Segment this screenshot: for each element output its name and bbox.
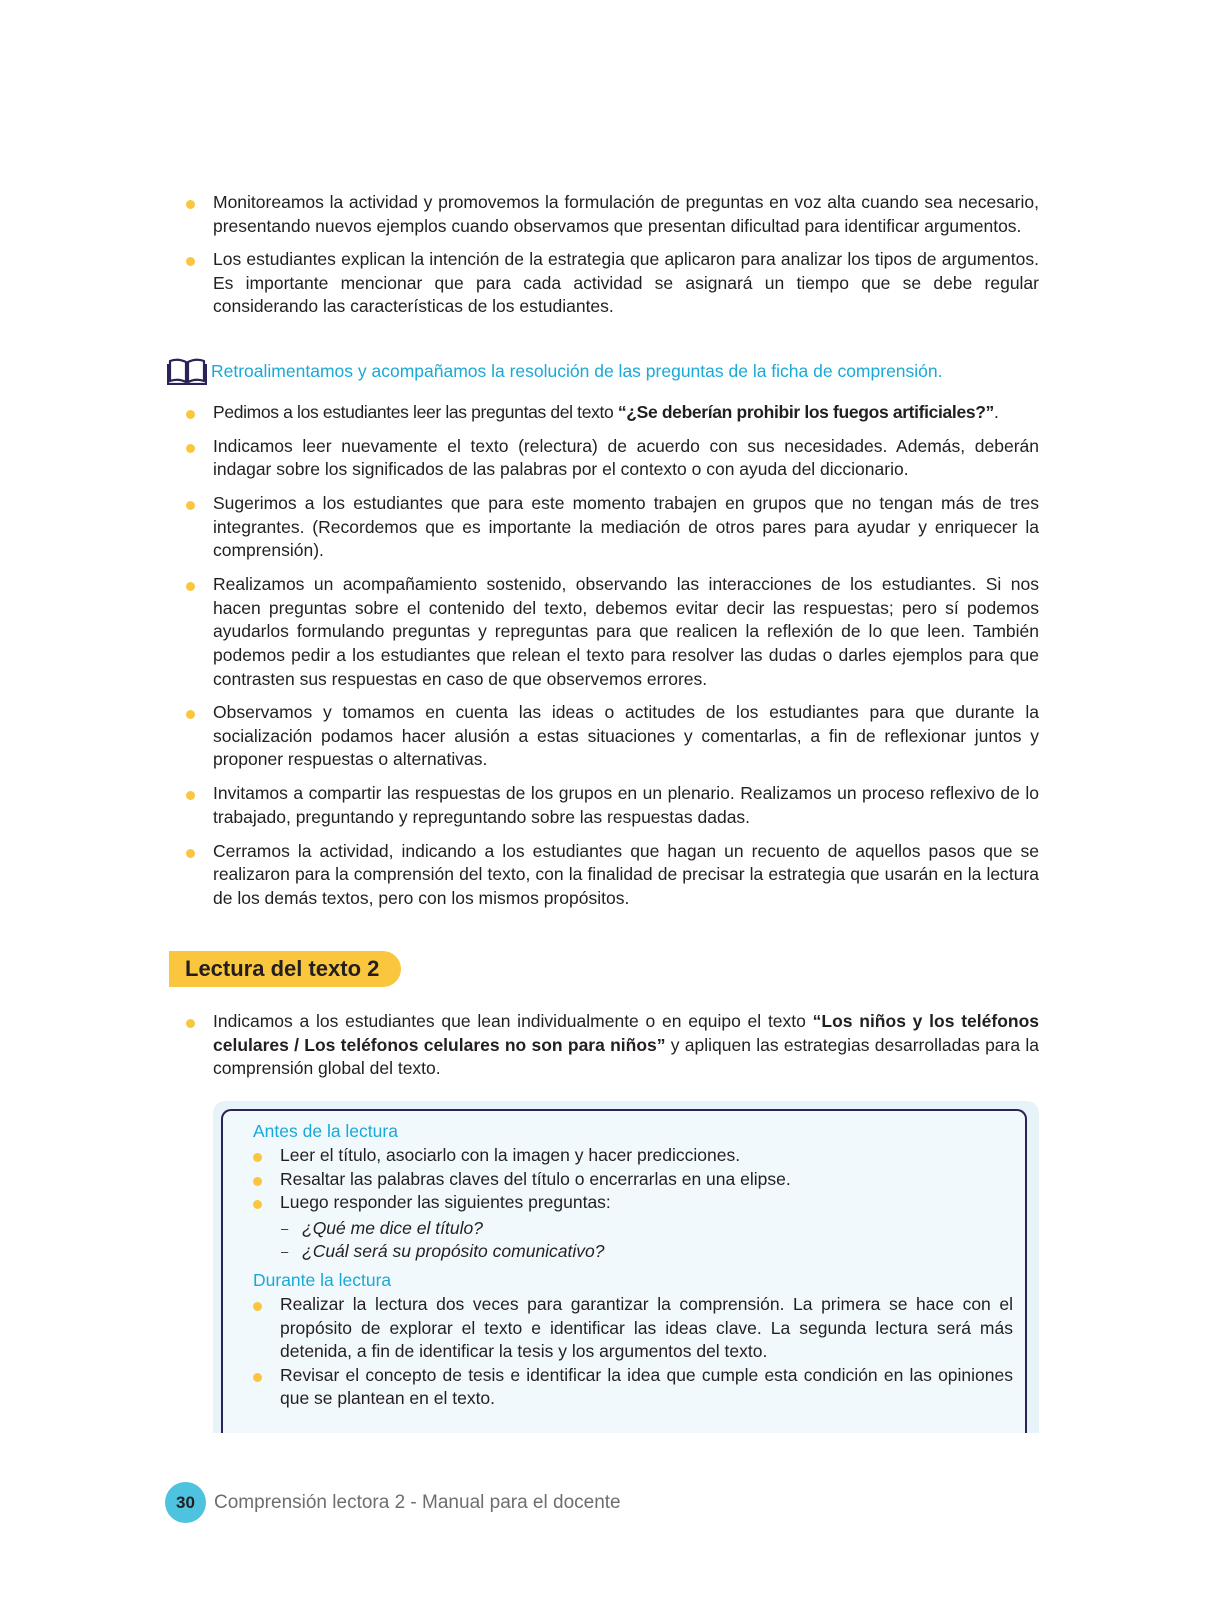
item-text-end: . — [993, 402, 999, 422]
list-item: Cerramos la actividad, indicando a los estudiantes que hagan un recuento de aquellos pasos que se realizaron para la comprensión del texto, con la finalidad de precisar la estrategia que usarán en la lectura de los demás textos, pero con los mismos propósitos. — [213, 840, 1039, 911]
item-text: Pedimos a los estudiantes leer las preguntas del texto — [213, 402, 618, 422]
list-item: Indicamos leer nuevamente el texto (relectura) de acuerdo con sus necesidades. Además, deberán indagar sobre los significados de las palabras por el contexto o con ayuda del diccionario. — [213, 435, 1039, 482]
question-item: – ¿Cuál será su propósito comunicativo? — [302, 1240, 1013, 1264]
list-item: Resaltar las palabras claves del título o encerrarlas en una elipse. — [280, 1168, 1013, 1192]
page-number-badge: 30 — [165, 1482, 206, 1523]
list-item: Leer el título, asociarlo con la imagen y hacer predicciones. — [280, 1144, 1013, 1168]
item-text-end: y apliquen las estrategias desarrolladas para la comprensión global del texto. — [213, 1034, 1039, 1079]
list-item: Monitoreamos la actividad y promovemos la formulación de preguntas en voz alta cuando sea necesario, presentando nuevos ejemplos cuando observamos que presentan dificultad para identificar argumentos. — [213, 191, 1039, 238]
reading-strategies-content — [253, 1119, 1013, 1413]
item-text: Indicamos a los estudiantes que lean individualmente o en equipo el texto — [213, 1011, 813, 1031]
before-reading-title: Antes de la lectura — [253, 1121, 398, 1141]
section-list — [213, 1010, 1039, 1081]
question-item: – ¿Qué me dice el título? — [302, 1217, 1013, 1241]
page-footer — [165, 1482, 621, 1523]
text-title-quote: “Los niños y los teléfonos celulares / Los teléfonos celulares no son para niños” — [213, 1011, 1039, 1055]
book-icon — [167, 357, 207, 385]
text-title-quote: “¿Se deberían prohibir los fuegos artificiales?” — [617, 402, 994, 422]
list-item: Revisar el concepto de tesis e identificar la idea que cumple esta condición en las opiniones que se plantean en el texto. — [280, 1364, 1013, 1411]
list-item: Invitamos a compartir las respuestas de los grupos en un plenario. Realizamos un proceso reflexivo de lo trabajado, preguntando y repreguntando sobre las respuestas dadas. — [213, 782, 1039, 829]
during-reading-list — [253, 1293, 1013, 1411]
intro-list — [213, 191, 1039, 329]
list-item — [213, 401, 1039, 425]
list-item: Observamos y tomamos en cuenta las ideas o actitudes de los estudiantes para que durante la socialización podamos hacer alusión a estas situaciones y comentarlas, a fin de reflexionar juntos y proponer respuestas o alternativas. — [213, 701, 1039, 772]
questions-list — [253, 1217, 1013, 1264]
footer-title: Comprensión lectora 2 - Manual para el docente — [214, 1491, 621, 1513]
list-item: Los estudiantes explican la intención de la estrategia que aplicaron para analizar los tipos de argumentos. Es importante mencionar que para cada actividad se asignará un tiempo que se debe regular considerando las características de los estudiantes. — [213, 248, 1039, 319]
before-reading-list — [253, 1144, 1013, 1215]
section-header — [169, 951, 401, 987]
reading-strategies-frame — [221, 1109, 1027, 1433]
feedback-list — [213, 401, 1039, 921]
list-item: Realizamos un acompañamiento sostenido, observando las interacciones de los estudiantes. Si nos hacen preguntas sobre el contenido del texto, debemos evitar decir las respuestas; pero sí podemos ayudarlos formulando preguntas y repreguntas para que realicen la reflexión de lo que leen. También podemos pedir a los estudiantes que relean el texto para resolver las dudas o darles ejemplos para que contrasten sus respuestas en caso de que observemos errores. — [213, 573, 1039, 691]
list-item: Luego responder las siguientes preguntas: — [280, 1191, 1013, 1215]
list-item — [213, 1010, 1039, 1081]
feedback-heading — [167, 357, 1067, 385]
during-reading-title: Durante la lectura — [253, 1269, 392, 1290]
feedback-text: Retroalimentamos y acompañamos la resolución de las preguntas de la ficha de comprensión. — [211, 361, 943, 381]
list-item: Sugerimos a los estudiantes que para este momento trabajen en grupos que no tengan más de tres integrantes. (Recordemos que es importante la mediación de otros pares para ayudar y enriquecer la comprensión). — [213, 492, 1039, 563]
reading-strategies-box — [213, 1101, 1039, 1433]
section-title: Lectura del texto 2 — [185, 956, 380, 981]
list-item: Realizar la lectura dos veces para garantizar la comprensión. La primera se hace con el propósito de explorar el texto e identificar las ideas clave. La segunda lectura será más detenida, a fin de identificar la tesis y los argumentos del texto. — [280, 1293, 1013, 1364]
